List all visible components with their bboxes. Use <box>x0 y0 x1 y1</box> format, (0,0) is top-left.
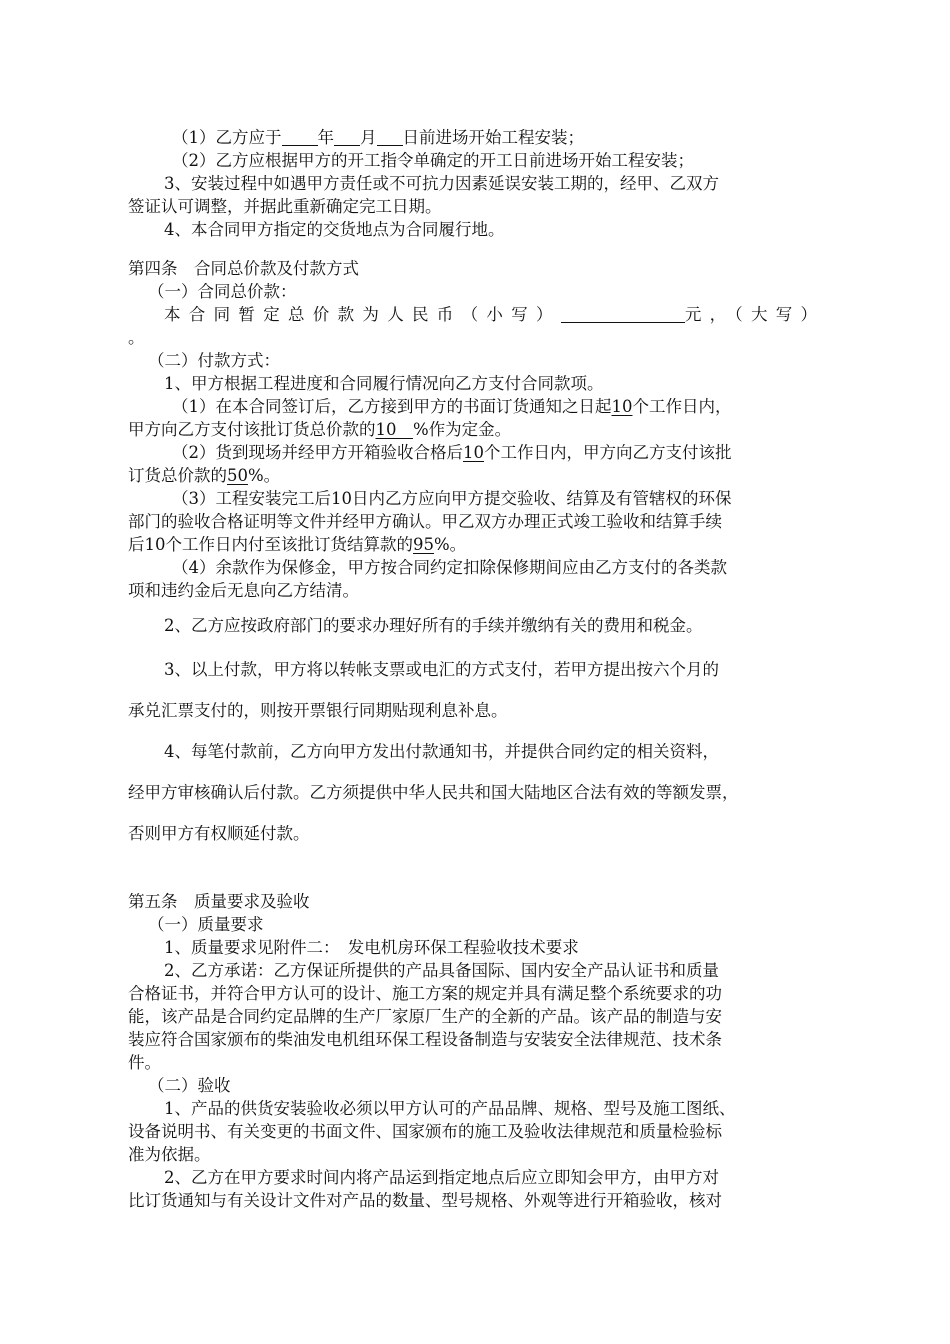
delivery-place-line: 4、本合同甲方指定的交货地点为合同履行地。 <box>164 220 505 239</box>
text: %作为定金。 <box>413 420 512 439</box>
payment-notice-clause: 4、每笔付款前，乙方向甲方发出付款通知书，并提供合同约定的相关资料， <box>164 742 719 761</box>
payment-clause-1 <box>128 418 838 441</box>
quality-clause-2: 能，该产品是合同约定品牌的生产厂家原厂生产的全新的产品。该产品的制造与安 <box>128 1007 722 1026</box>
days-value: 10 <box>611 397 633 416</box>
payment-clause-2 <box>128 464 838 487</box>
text: 后10个工作日内付至该批订货结算款的 <box>128 535 413 554</box>
subsection-total-price: （一）合同总价款： <box>148 282 297 301</box>
payment-clause-4: （4）余款作为保修金，甲方按合同约定扣除保修期间应由乙方支付的各类款 <box>172 558 727 577</box>
payment-clause-3: 部门的验收合格证明等文件并经甲方确认。甲乙双方办理正式竣工验收和结算手续 <box>128 512 722 531</box>
quality-clause-2: 件。 <box>128 1053 161 1072</box>
text: （1）在本合同签订后，乙方接到甲方的书面订货通知之日起 <box>172 397 612 416</box>
quality-clause-1: 1、质量要求见附件二： 发电机房环保工程验收技术要求 <box>164 938 579 957</box>
tax-clause: 2、乙方应按政府部门的要求办理好所有的手续并缴纳有关的费用和税金。 <box>164 616 703 635</box>
delay-clause-line: 签证认可调整，并据此重新确定完工日期。 <box>128 197 442 216</box>
price-amount-blank <box>561 305 685 323</box>
text: 日前进场开始工程安装； <box>402 128 584 147</box>
install-date-line <box>128 126 838 149</box>
text: 月 <box>360 128 377 147</box>
install-order-line: （2）乙方应根据甲方的开工指令单确定的开工日前进场开始工程安装； <box>172 151 694 170</box>
quality-clause-2: 合格证书，并符合甲方认可的设计、施工方案的规定并具有满足整个系统要求的功 <box>128 984 722 1003</box>
payment-clause-3: （3）工程安装完工后10日内乙方应向甲方提交验收、结算及有管辖权的环保 <box>172 489 732 508</box>
text: %。 <box>248 466 281 485</box>
payment-notice-clause: 否则甲方有权顺延付款。 <box>128 824 310 843</box>
text: 年 <box>317 128 334 147</box>
payment-clause: 1、甲方根据工程进度和合同履行情况向乙方支付合同款项。 <box>164 374 604 393</box>
acceptance-clause-2: 2、乙方在甲方要求时间内将产品运到指定地点后应立即知会甲方，由甲方对 <box>164 1168 719 1187</box>
percent-value: 50 <box>227 466 248 485</box>
subsection-quality: （一）质量要求 <box>148 915 264 934</box>
total-price-end: 。 <box>128 328 145 347</box>
text: 个工作日内，甲方向乙方支付该批 <box>484 443 732 462</box>
payment-notice-clause: 经甲方审核确认后付款。乙方须提供中华人民共和国大陆地区合法有效的等额发票， <box>128 783 739 802</box>
subsection-acceptance: （二）验收 <box>148 1076 231 1095</box>
payment-transfer-clause: 3、以上付款，甲方将以转帐支票或电汇的方式支付，若甲方提出按六个月的 <box>164 660 719 679</box>
contract-page <box>128 126 838 1212</box>
days-value: 10 <box>463 443 484 462</box>
text: （2）货到现场并经甲方开箱验收合格后 <box>172 443 463 462</box>
subsection-payment-method: （二）付款方式： <box>148 351 280 370</box>
acceptance-clause-1: 设备说明书、有关变更的书面文件、国家颁布的施工及验收法律规范和质量检验标 <box>128 1122 722 1141</box>
percent-value: 10 <box>375 420 413 439</box>
quality-clause-2: 2、乙方承诺：乙方保证所提供的产品具备国际、国内安全产品认证书和质量 <box>164 961 719 980</box>
acceptance-clause-2: 比订货通知与有关设计文件对产品的数量、型号规格、外观等进行开箱验收，核对 <box>128 1191 722 1210</box>
text: 元，（大写） <box>684 305 826 324</box>
acceptance-clause-1: 1、产品的供货安装验收必须以甲方认可的产品品牌、规格、型号及施工图纸、 <box>164 1099 736 1118</box>
total-price-line <box>128 303 838 326</box>
text: 个工作日内， <box>632 397 732 416</box>
payment-transfer-clause: 承兑汇票支付的，则按开票银行同期贴现利息补息。 <box>128 701 508 720</box>
text: 甲方向乙方支付该批订货总价款的 <box>128 420 376 439</box>
text: 本合同暂定总价款为人民币（小写） <box>164 305 561 324</box>
article-5-title: 第五条 质量要求及验收 <box>128 892 310 911</box>
article-4-title: 第四条 合同总价款及付款方式 <box>128 259 359 278</box>
year-blank <box>282 128 318 146</box>
text: 订货总价款的 <box>128 466 227 485</box>
text: （1）乙方应于 <box>172 128 282 147</box>
payment-clause-1 <box>128 395 838 418</box>
percent-value: 95 <box>413 535 434 554</box>
day-blank <box>377 128 403 146</box>
payment-clause-4: 项和违约金后无息向乙方结清。 <box>128 581 359 600</box>
delay-clause-line: 3、安装过程中如遇甲方责任或不可抗力因素延误安装工期的，经甲、乙双方 <box>164 174 719 193</box>
month-blank <box>334 128 360 146</box>
payment-clause-2 <box>128 441 838 464</box>
payment-clause-3 <box>128 533 838 556</box>
quality-clause-2: 装应符合国家颁布的柴油发电机组环保工程设备制造与安装安全法律规范、技术条 <box>128 1030 722 1049</box>
acceptance-clause-1: 准为依据。 <box>128 1145 211 1164</box>
text: %。 <box>434 535 467 554</box>
